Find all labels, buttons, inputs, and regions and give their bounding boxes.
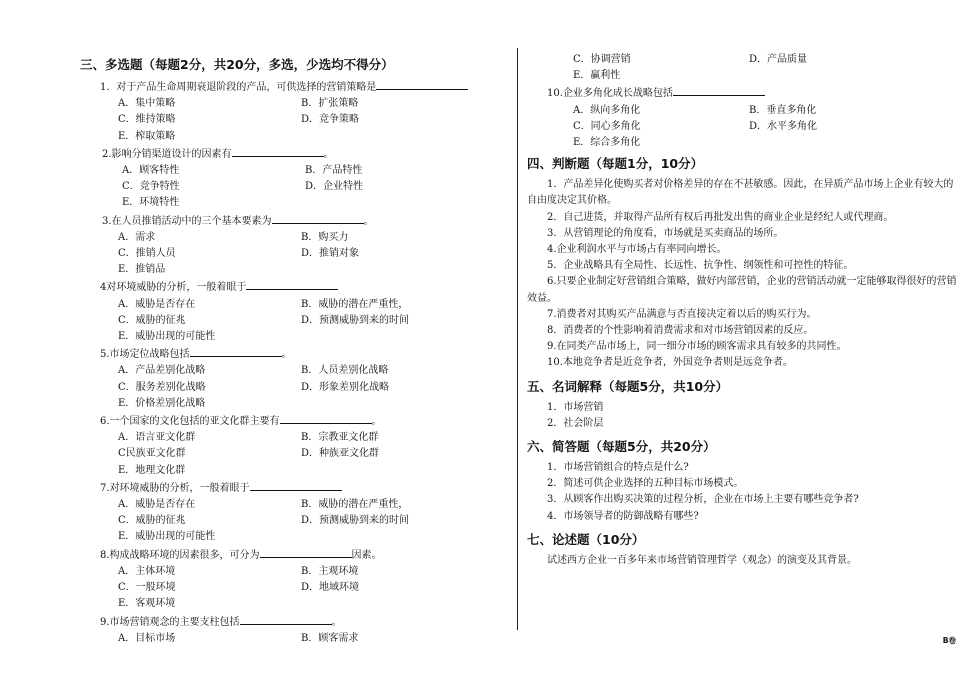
judgement-item: 8．消费者的个性影响着消费需求和对市场营销因素的反应。 (547, 325, 814, 337)
essay-item: 试述西方企业一百多年来市场营销管理哲学（观念）的演变及其背景。 (547, 554, 857, 566)
option: C民族亚文化群 (118, 448, 186, 460)
option: C．一般环境 (118, 582, 176, 594)
term-item: 1．市场营销 (547, 401, 604, 413)
option: C．威胁的征兆 (118, 515, 186, 527)
left-column (80, 52, 510, 647)
answer-blank[interactable] (280, 412, 372, 424)
option: E．推销品 (118, 264, 166, 276)
answer-blank[interactable] (250, 479, 342, 491)
option: C．同心多角化 (573, 120, 641, 132)
option: D．产品质量 (749, 54, 808, 65)
option: C．竞争特性 (122, 181, 180, 193)
question-3: 3.在人员推销活动中的三个基本要素为 。 A．需求 B．购买力 C．推销人员 D．推销对象 E．推销品 (80, 212, 510, 279)
option: B．产品特性 (305, 165, 363, 177)
option: A．需求 (118, 231, 156, 243)
question-4 (80, 278, 510, 345)
section6-title: 六、简答题（每题5分，共20分） (527, 439, 716, 455)
option: E．价格差别化战略 (118, 397, 206, 409)
option: C．推销人员 (118, 248, 176, 260)
question-6: 6.一个国家的文化包括的亚文化群主要有 。 A．语言亚文化群 B．宗教亚文化群 C民族亚文化群 D．种族亚文化群 E．地理文化群 (80, 412, 510, 479)
option: B．主观环境 (301, 565, 359, 577)
question-9: 9.市场营销观念的主要支柱包括 。 A．目标市场 B．顾客需求 (80, 613, 510, 647)
option: D．水平多角化 (749, 120, 818, 132)
question-stem: 3.在人员推销活动中的三个基本要素为 (102, 215, 272, 227)
question-stem: 9.市场营销观念的主要支柱包括 (100, 616, 240, 628)
option: B．人员差别化战略 (301, 365, 389, 377)
judgement-item: 10.本地竞争者是近竞争者，外国竞争者则是远竞争者。 (547, 357, 793, 369)
question-9-continued (527, 52, 957, 84)
question-5: 5.市场定位战略包括 。 A．产品差别化战略 B．人员差别化战略 C．服务差别化战略 D．形象差别化战略 E．价格差别化战略 (80, 345, 510, 412)
question-stem: 4对环境威胁的分析，一般着眼于 (100, 282, 247, 294)
option: D．形象差别化战略 (301, 381, 390, 393)
option: A．目标市场 (118, 632, 176, 644)
option: D．种族亚文化群 (301, 448, 380, 460)
option: A．集中策略 (118, 98, 176, 110)
answer-blank[interactable] (673, 84, 765, 96)
option: D．推销对象 (301, 248, 360, 260)
option: E．综合多角化 (573, 137, 641, 149)
question-stem: 7.对环境威胁的分析，一般着眼于 (100, 482, 250, 494)
option: B．宗教亚文化群 (301, 432, 379, 444)
paper-version-label: B卷 (942, 636, 956, 645)
option: E．客观环境 (118, 598, 176, 610)
option: A．产品差别化战略 (118, 365, 206, 377)
term-item: 2．社会阶层 (547, 417, 604, 429)
section5-title: 五、名词解释（每题5分，共10分） (527, 378, 729, 394)
option: B．扩张策略 (301, 98, 359, 110)
answer-blank[interactable] (246, 278, 338, 290)
question-7 (80, 479, 510, 546)
judgement-item: 4.企业利润水平与市场占有率同向增长。 (547, 244, 727, 256)
option: C．服务差别化战略 (118, 381, 206, 393)
question-stem: 8.构成战略环境的因素很多，可分为 (100, 549, 260, 561)
answer-blank[interactable] (190, 345, 282, 357)
answer-blank[interactable] (376, 78, 468, 90)
judgement-item: 3．从营销理论的角度看，市场就是买卖商品的场所。 (547, 227, 784, 239)
answer-blank[interactable] (240, 613, 332, 625)
right-column (527, 52, 957, 569)
question-stem: 1．对于产品生命周期衰退阶段的产品，可供选择的营销策略是 (100, 82, 377, 93)
option: A．纵向多角化 (573, 104, 641, 116)
question-2: 2.影响分销渠道设计的因素有 。 A．顾客特性 B．产品特性 C．竞争特性 D．企业特性 E．环境特性 (80, 145, 510, 212)
section3-title: 三、多选题（每题2分，共20分，多选，少选均不得分） (80, 57, 394, 72)
option: A．威胁是否存在 (118, 499, 196, 511)
short-answer-item: 4．市场领导者的防御战略有哪些? (547, 510, 699, 522)
judgement-item: 2．自己进货，并取得产品所有权后再批发出售的商业企业是经纪人或代理商。 (547, 211, 894, 223)
option: D．预测威胁到来的时间 (301, 314, 410, 326)
option: B．购买力 (301, 231, 349, 243)
judgement-item: 9.在同类产品市场上，同一细分市场的顾客需求具有较多的共同性。 (547, 341, 847, 353)
option: E．榨取策略 (118, 130, 176, 142)
short-answer-item: 2．简述可供企业选择的五种目标市场模式。 (547, 478, 744, 490)
answer-blank[interactable] (260, 546, 352, 558)
short-answer-item: 1．市场营销组合的特点是什么? (547, 462, 689, 474)
option: B．威胁的潜在严重性， (301, 298, 409, 310)
judgement-item: 5．企业战略具有全局性、长远性、抗争性、纲领性和可控性的特征。 (547, 260, 854, 272)
column-divider (517, 48, 518, 630)
answer-blank[interactable] (232, 145, 324, 157)
answer-blank[interactable] (272, 212, 364, 224)
question-stem: 10.企业多角化成长战略包括 (547, 88, 673, 100)
option: B．顾客需求 (301, 632, 359, 644)
option: E．赢利性 (573, 70, 621, 82)
question-stem: 2.影响分销渠道设计的因素有 (102, 148, 232, 160)
judgement-list (527, 177, 957, 371)
option: A．威胁是否存在 (118, 298, 196, 310)
option: B．威胁的潜在严重性， (301, 499, 409, 511)
option: D．地域环境 (301, 582, 360, 594)
question-stem: 5.市场定位战略包括 (100, 349, 190, 361)
judgement-item: 7.消费者对其购买产品满意与否直接决定着以后的购买行为。 (547, 308, 817, 320)
section4-title: 四、判断题（每题1分，10分） (527, 156, 704, 172)
question-8: 8.构成战略环境的因素很多，可分为 因素。 A．主体环境 B．主观环境 C．一般环境 D．地域环境 E．客观环境 (80, 546, 510, 613)
option: A．顾客特性 (122, 165, 180, 177)
option: C．威胁的征兆 (118, 314, 186, 326)
option: A．主体环境 (118, 565, 176, 577)
option: D．企业特性 (305, 181, 364, 193)
question-1 (80, 78, 510, 145)
section7-title: 七、论述题（10分） (527, 531, 645, 547)
question-10 (527, 84, 957, 151)
option: D．预测威胁到来的时间 (301, 515, 410, 527)
option: A．语言亚文化群 (118, 432, 196, 444)
question-stem: 6.一个国家的文化包括的亚文化群主要有 (100, 416, 280, 428)
option: E．地理文化群 (118, 464, 186, 476)
judgement-item: 6.只要企业制定好营销组合策略，做好内部营销，企业的营销活动就一定能够取得很好的营销效益。 (527, 276, 957, 304)
option: E．威胁出现的可能性 (118, 531, 216, 543)
judgement-item: 1．产品差异化使购买者对价格差异的存在不甚敏感。因此，在异质产品市场上企业有较大的自由度决定其价格。 (527, 179, 954, 207)
option: C．维持策略 (118, 114, 176, 126)
option: E．环境特性 (122, 197, 180, 209)
option: B．垂直多角化 (749, 104, 817, 116)
option: E．威胁出现的可能性 (118, 331, 216, 343)
option: D．竞争策略 (301, 114, 360, 126)
option: C．协调营销 (573, 54, 631, 65)
short-answer-item: 3．从顾客作出购买决策的过程分析，企业在市场上主要有哪些竞争者? (547, 494, 859, 506)
